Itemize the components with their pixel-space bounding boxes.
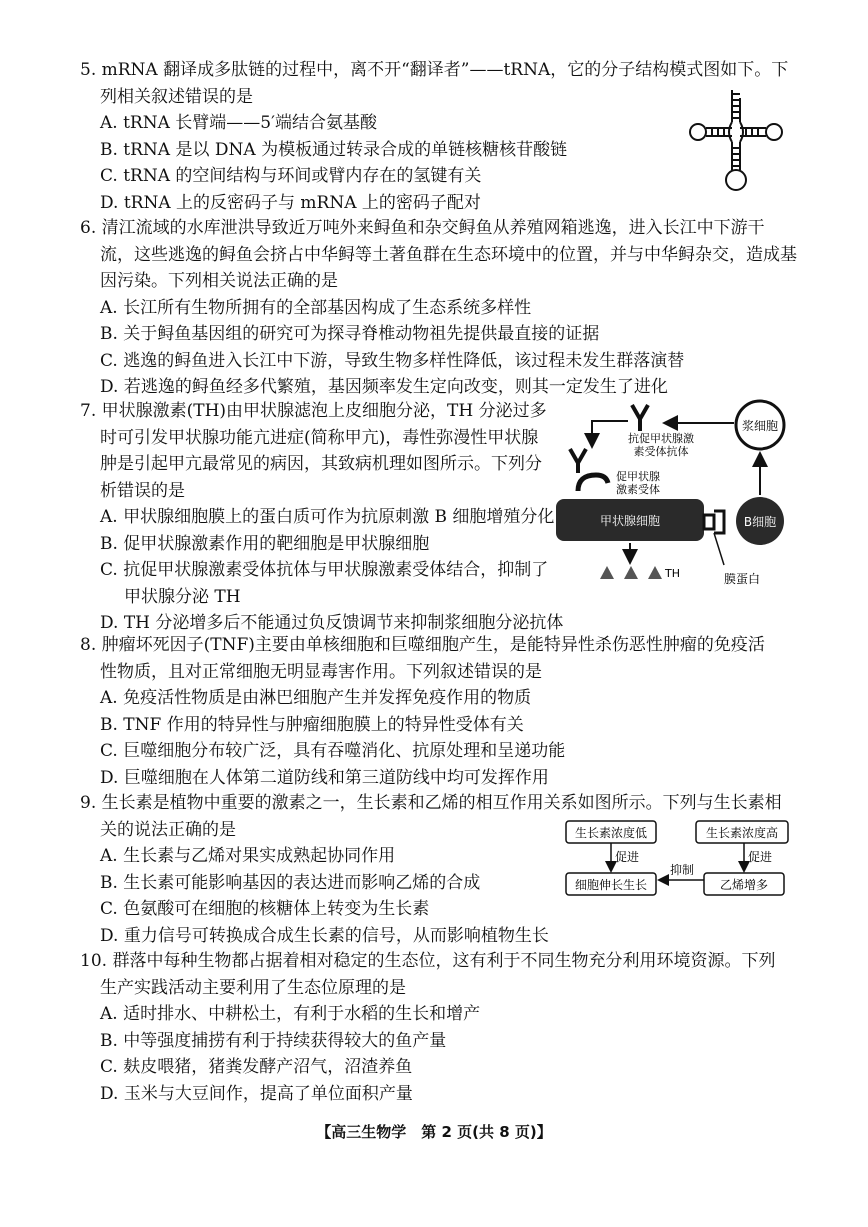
question-5 — [80, 57, 788, 216]
th-label: TH — [665, 567, 680, 580]
q5-stem-line1: 5. mRNA 翻译成多肽链的过程中，离不开“翻译者”——tRNA，它的分子结构模式图如下。下 — [80, 60, 789, 80]
q10-stem-line2: 生产实践活动主要利用了生态位原理的是 — [100, 977, 406, 998]
auxin-high-box: 生长素浓度高 — [705, 826, 779, 840]
th-triangles-icon — [600, 566, 662, 579]
promote-label-left: 促进 — [615, 850, 640, 864]
q6-stem-line2: 流，这些逃逸的鲟鱼会挤占中华鲟等土著鱼群在生态环境中的位置，并与中华鲟杂交，造成基 — [100, 244, 797, 265]
q10-option-c: C. 麸皮喂猪，猪粪发酵产沼气，沼渣养鱼 — [100, 1057, 413, 1077]
plasma-cell-label: 浆细胞 — [741, 419, 779, 433]
q9-stem-line2: 关的说法正确的是 — [100, 819, 236, 840]
thyroid-cell-label: 甲状腺细胞 — [599, 514, 661, 528]
inhibit-label: 抑制 — [669, 863, 695, 877]
question-8 — [80, 632, 765, 791]
q6-option-a: A. 长江所有生物所拥有的全部基因构成了生态系统多样性 — [100, 297, 532, 318]
tsh-receptor-label-line2: 激素受体 — [616, 483, 660, 496]
q9-option-c: C. 色氨酸可在细胞的核糖体上转变为生长素 — [100, 899, 430, 919]
q5-option-b: B. tRNA 是以 DNA 为模板通过转录合成的单链核糖核苷酸链 — [100, 139, 568, 160]
q5-option-c: C. tRNA 的空间结构与环间或臂内存在的氢键有关 — [100, 166, 482, 186]
q7-option-c-line2: 甲状腺分泌 TH — [124, 586, 241, 607]
question-7 — [80, 398, 563, 637]
q8-option-a: A. 免疫活性物质是由淋巴细胞产生并发挥免疫作用的物质 — [100, 688, 532, 708]
q7-stem-line3: 肿是引起甲亢最常见的病因，其致病机理如图所示。下列分 — [100, 454, 542, 474]
antibody-label-line2: 素受体抗体 — [633, 445, 689, 458]
q8-stem-line2: 性物质，且对正常细胞无明显毒害作用。下列叙述错误的是 — [100, 661, 542, 682]
q6-option-c: C. 逃逸的鲟鱼进入长江中下游，导致生物多样性降低，该过程未发生群落演替 — [100, 350, 685, 371]
auxin-ethylene-figure — [562, 818, 792, 898]
question-6 — [80, 215, 797, 401]
q5-stem-line2: 列相关叙述错误的是 — [100, 86, 253, 107]
q10-option-d: D. 玉米与大豆间作，提高了单位面积产量 — [100, 1083, 413, 1104]
graves-disease-mechanism-figure — [548, 393, 792, 593]
tsh-receptor-shape — [578, 475, 608, 491]
q8-option-c: C. 巨噬细胞分布较广泛，具有吞噬消化、抗原处理和呈递功能 — [100, 741, 566, 761]
q7-option-c-line1: C. 抗促甲状腺激素受体抗体与甲状腺激素受体结合，抑制了 — [100, 560, 549, 580]
q7-option-a: A. 甲状腺细胞膜上的蛋白质可作为抗原刺激 B 细胞增殖分化 — [100, 507, 555, 527]
trna-structure-figure — [688, 88, 784, 192]
ethylene-increase-box: 乙烯增多 — [719, 878, 769, 892]
q6-option-d: D. 若逃逸的鲟鱼经多代繁殖，基因频率发生定向改变，则其一定发生了进化 — [100, 377, 668, 397]
membrane-protein-label: 膜蛋白 — [724, 572, 761, 586]
auxin-low-box: 生长素浓度低 — [574, 826, 648, 840]
page-footer: 【高三生物学 第 2 页(共 8 页)】 — [316, 1123, 552, 1141]
q9-option-b: B. 生长素可能影响基因的表达进而影响乙烯的合成 — [100, 872, 481, 893]
question-10 — [80, 948, 775, 1107]
q7-stem-line2: 时可引发甲状腺功能亢进症(简称甲亢)，毒性弥漫性甲状腺 — [100, 427, 539, 448]
antibody-icon — [632, 405, 648, 431]
membrane-protein-shape — [704, 515, 714, 529]
q8-option-b: B. TNF 作用的特异性与肿瘤细胞膜上的特异性受体有关 — [100, 714, 524, 735]
q8-stem-line1: 8. 肿瘤坏死因子(TNF)主要由单核细胞和巨噬细胞产生，是能特异性杀伤恶性肿瘤的免疫活 — [80, 635, 765, 655]
q6-stem-line1: 6. 清江流域的水库泄洪导致近万吨外来鲟鱼和杂交鲟鱼从养殖网箱逃逸，进入长江中下游干 — [80, 218, 765, 238]
q7-option-d: D. TH 分泌增多后不能通过负反馈调节来抑制浆细胞分泌抗体 — [100, 613, 564, 633]
q9-option-a: A. 生长素与乙烯对果实成熟起协同作用 — [100, 846, 396, 866]
b-cell-label: B细胞 — [743, 515, 777, 529]
q5-option-d: D. tRNA 上的反密码子与 mRNA 上的密码子配对 — [100, 192, 481, 213]
q10-option-a: A. 适时排水、中耕松土，有利于水稻的生长和增产 — [100, 1004, 481, 1024]
q10-stem-line1: 10. 群落中每种生物都占据着相对稳定的生态位，这有利于不同生物充分利用环境资源。下列 — [80, 951, 776, 971]
q5-option-a: A. tRNA 长臂端——5′端结合氨基酸 — [100, 113, 377, 133]
tsh-receptor-label-line1: 促甲状腺 — [616, 470, 660, 483]
antibody-on-receptor-icon — [570, 449, 586, 473]
q6-option-b: B. 关于鲟鱼基因组的研究可为探寻脊椎动物祖先提供最直接的证据 — [100, 324, 600, 344]
q10-option-b: B. 中等强度捕捞有利于持续获得较大的鱼产量 — [100, 1030, 447, 1051]
q7-stem-line4: 析错误的是 — [100, 480, 185, 501]
q9-stem-line1: 9. 生长素是植物中重要的激素之一，生长素和乙烯的相互作用关系如图所示。下列与生长素相 — [80, 793, 782, 813]
cell-elongation-box: 细胞伸长生长 — [574, 878, 648, 892]
q7-option-b: B. 促甲状腺激素作用的靶细胞是甲状腺细胞 — [100, 533, 430, 554]
q6-stem-line3: 因污染。下列相关说法正确的是 — [100, 271, 338, 291]
q8-option-d: D. 巨噬细胞在人体第二道防线和第三道防线中均可发挥作用 — [100, 767, 549, 788]
q9-option-d: D. 重力信号可转换成合成生长素的信号，从而影响植物生长 — [100, 925, 549, 946]
antibody-label-line1: 抗促甲状腺激 — [628, 432, 694, 445]
promote-label-right: 促进 — [748, 850, 773, 864]
q7-stem-line1: 7. 甲状腺激素(TH)由甲状腺滤泡上皮细胞分泌，TH 分泌过多 — [80, 401, 547, 421]
